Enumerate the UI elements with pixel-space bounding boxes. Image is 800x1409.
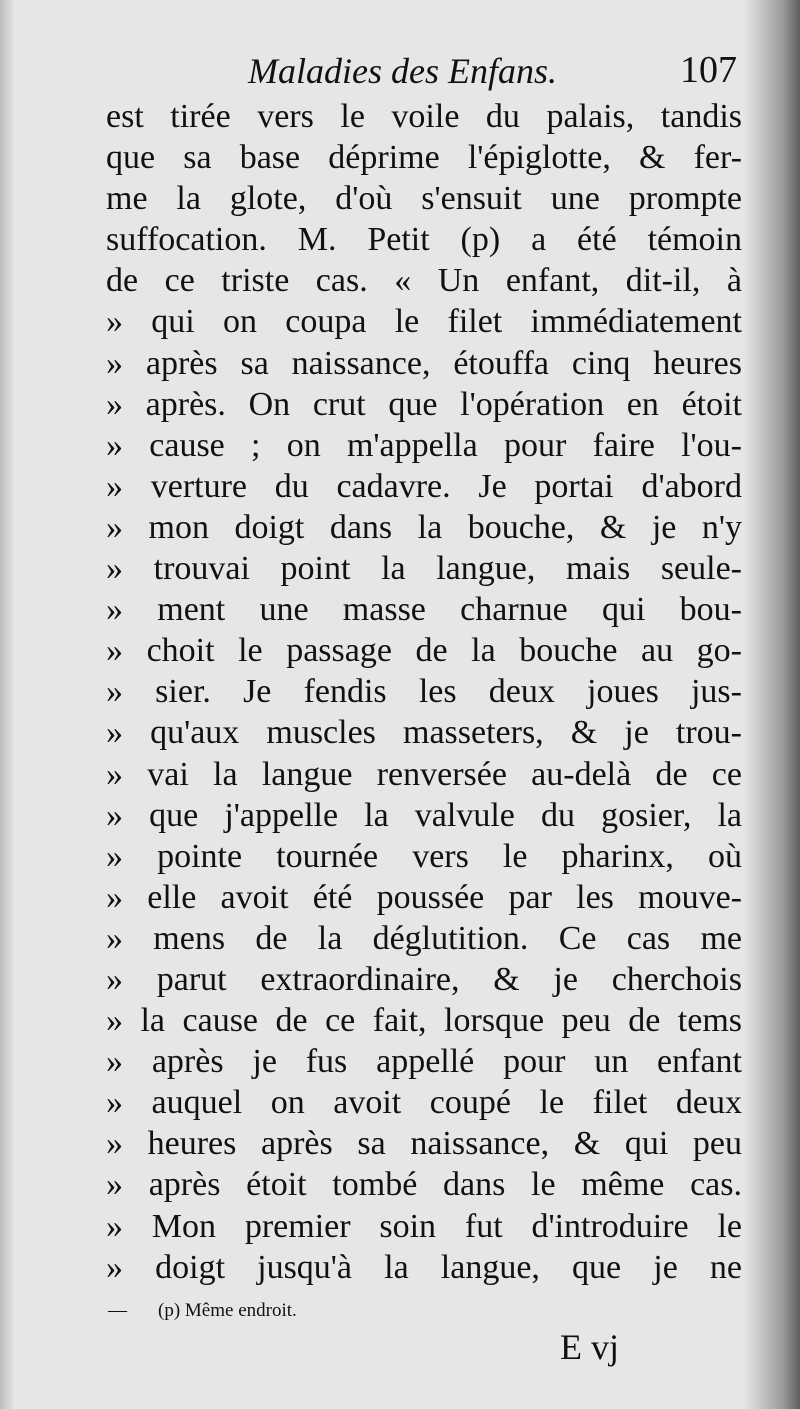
text-line: » trouvai point la langue, mais seule-	[106, 550, 742, 588]
text-line: » après étoit tombé dans le même cas.	[106, 1166, 742, 1204]
text-line: » mon doigt dans la bouche, & je n'y	[106, 508, 742, 546]
text-line: » qu'aux muscles masseters, & je trou-	[106, 714, 742, 752]
text-line: » elle avoit été poussée par les mouve-	[106, 878, 742, 916]
text-line: » qui on coupa le filet immédiatement	[106, 303, 742, 341]
running-head	[110, 46, 745, 96]
page-right-edge-shadow	[744, 0, 800, 1409]
text-line: » cause ; on m'appella pour faire l'ou-	[106, 426, 742, 464]
text-line: » parut extraordinaire, & je cherchois	[106, 960, 742, 998]
text-line: » auquel on avoit coupé le filet deux	[106, 1084, 742, 1122]
page-number: 107	[680, 49, 737, 91]
text-line: » Mon premier soin fut d'introduire le	[106, 1207, 742, 1245]
text-line: de ce triste cas. « Un enfant, dit-il, à	[106, 262, 742, 300]
text-line: » sier. Je fendis les deux joues jus-	[106, 673, 742, 711]
text-line: » choit le passage de la bouche au go-	[106, 632, 742, 670]
text-line: » heures après sa naissance, & qui peu	[106, 1125, 742, 1163]
footnote	[108, 1300, 297, 1322]
text-line: » mens de la déglutition. Ce cas me	[106, 919, 742, 957]
running-title: Maladies des Enfans.	[248, 51, 557, 91]
text-line: » ment une masse charnue qui bou-	[106, 591, 742, 629]
text-line: » après. On crut que l'opération en étoit	[106, 385, 742, 423]
page-left-edge-shadow	[0, 0, 14, 1409]
text-line: » doigt jusqu'à la langue, que je ne	[106, 1248, 742, 1286]
text-line: » la cause de ce fait, lorsque peu de tems	[106, 1002, 742, 1040]
footnote-text: (p) Même endroit.	[158, 1300, 297, 1321]
body-text	[106, 96, 742, 1288]
text-line: » vai la langue renversée au-delà de ce	[106, 755, 742, 793]
footnote-dash: —	[108, 1300, 127, 1321]
text-line: » après je fus appellé pour un enfant	[106, 1043, 742, 1081]
text-line: que sa base déprime l'épiglotte, & fer-	[106, 139, 742, 177]
text-line: » que j'appelle la valvule du gosier, la	[106, 796, 742, 834]
text-line: » verture du cadavre. Je portai d'abord	[106, 467, 742, 505]
text-line: » après sa naissance, étouffa cinq heures	[106, 344, 742, 382]
text-line: » pointe tournée vers le pharinx, où	[106, 837, 742, 875]
text-line: suffocation. M. Petit (p) a été témoin	[106, 221, 742, 259]
text-line: est tirée vers le voile du palais, tandis	[106, 98, 742, 135]
text-line: me la glote, d'où s'ensuit une prompte	[106, 180, 742, 218]
signature-mark: E vj	[560, 1327, 619, 1367]
